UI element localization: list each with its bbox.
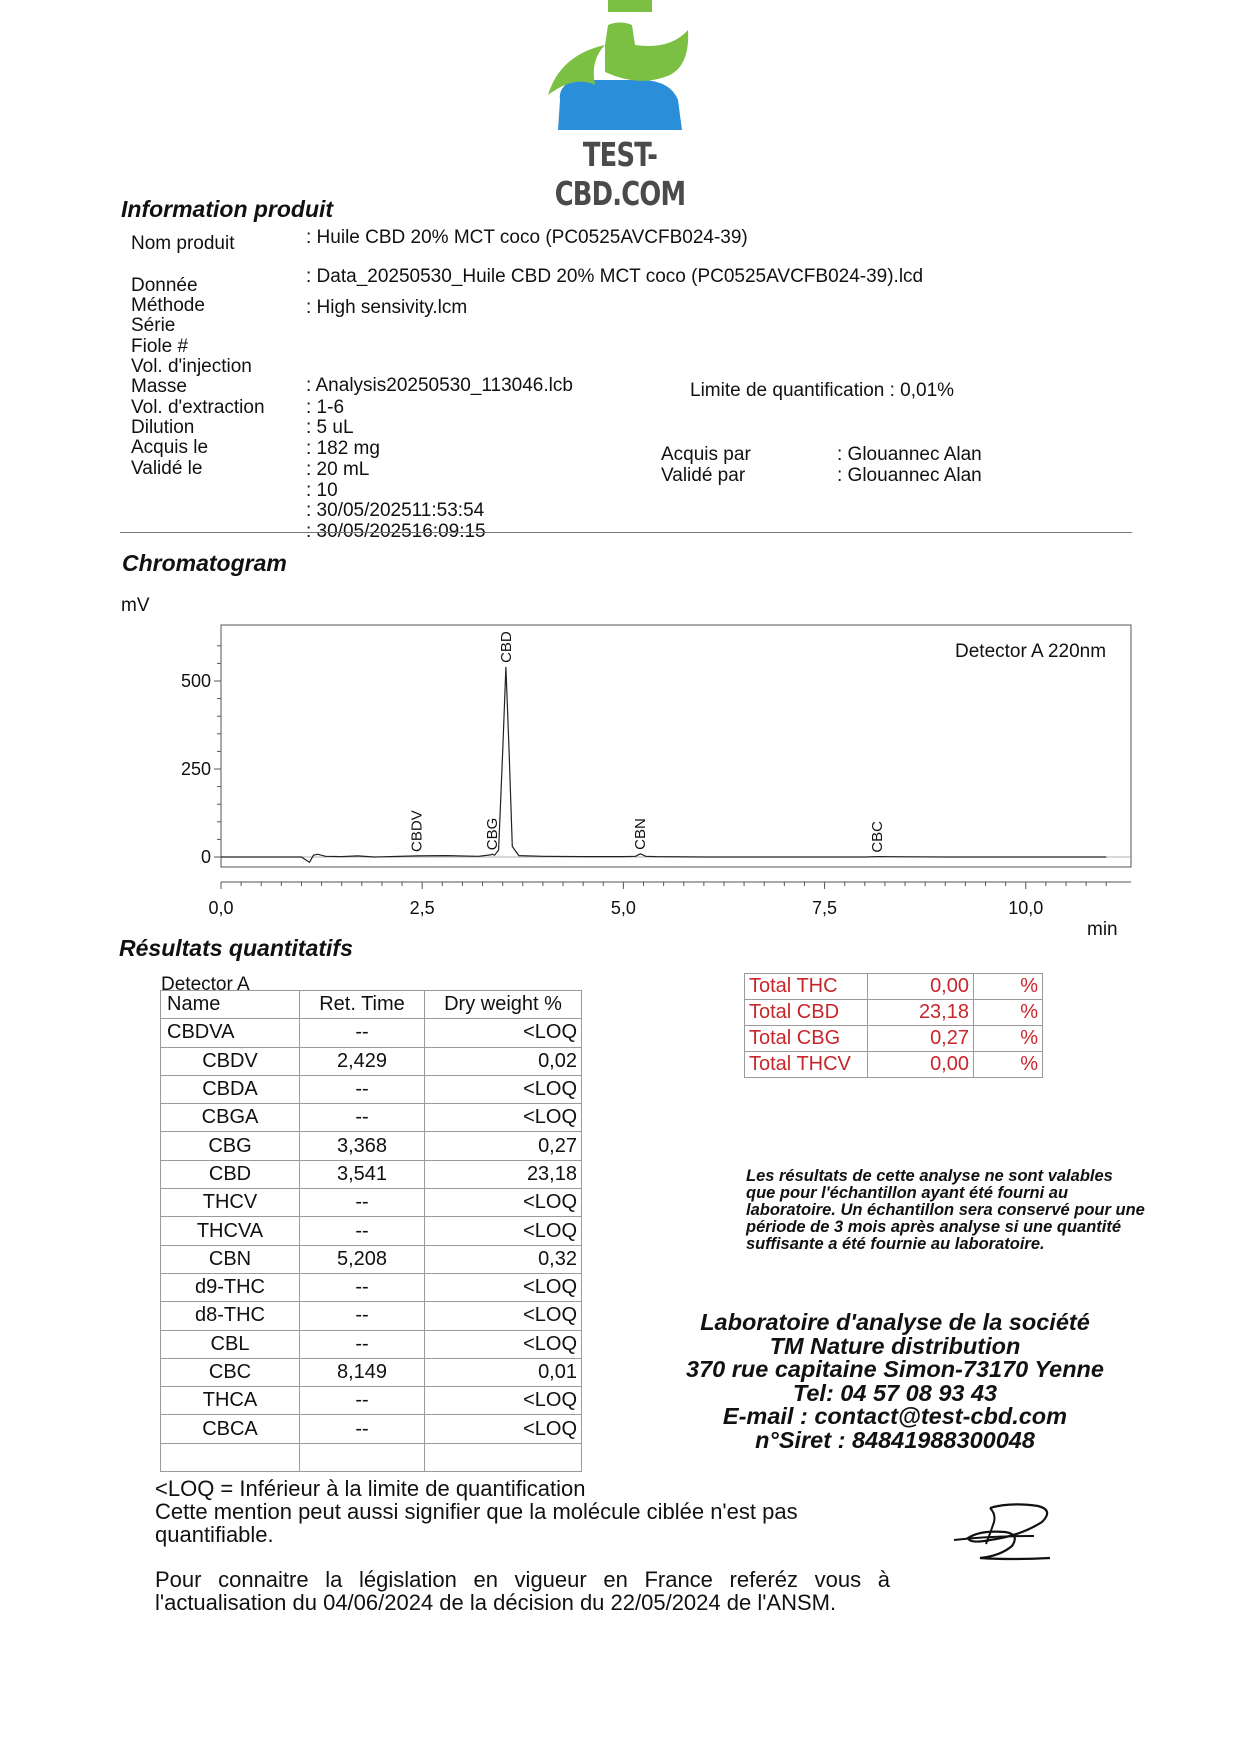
empty-cell	[161, 1443, 300, 1471]
peak-label-cbn: CBN	[632, 818, 650, 850]
header-dry-weight: Dry weight %	[425, 991, 582, 1019]
dry-weight: <LOQ	[425, 1330, 582, 1358]
total-unit: %	[974, 1000, 1043, 1026]
compound-name: CBL	[161, 1330, 300, 1358]
dry-weight: <LOQ	[425, 1302, 582, 1330]
retention-time: --	[300, 1075, 425, 1103]
chromatogram-trace	[221, 667, 1106, 862]
retention-time: 5,208	[300, 1245, 425, 1273]
total-label: Total THC	[745, 974, 868, 1000]
x-tick-label: 0,0	[208, 898, 234, 918]
value-valide-le: : 30/05/202516:09:15	[306, 521, 486, 542]
label-serie: Série	[131, 315, 176, 336]
value-dilution: : 10	[306, 480, 338, 501]
info-divider	[120, 532, 1132, 533]
totals-row	[745, 1052, 1043, 1078]
table-row	[161, 1273, 582, 1301]
total-label: Total THCV	[745, 1052, 868, 1078]
total-label: Total CBG	[745, 1026, 868, 1052]
table-row	[161, 1387, 582, 1415]
retention-time: --	[300, 1217, 425, 1245]
lab-line-5: E-mail : contact@test-cbd.com	[722, 1403, 1068, 1429]
table-row	[161, 1132, 582, 1160]
results-table	[160, 990, 582, 1472]
x-tick-label: 7,5	[812, 898, 838, 918]
label-valide-le: Validé le	[131, 458, 203, 479]
label-methode: Méthode	[131, 295, 205, 316]
compound-name: CBN	[161, 1245, 300, 1273]
acquired-by-value: : Glouannec Alan	[837, 444, 982, 465]
empty-cell	[425, 1443, 582, 1471]
peak-label-cbg: CBG	[484, 817, 502, 851]
results-detector: Detector A	[161, 974, 250, 995]
dry-weight: <LOQ	[425, 1217, 582, 1245]
retention-time: 3,368	[300, 1132, 425, 1160]
retention-time: 2,429	[300, 1047, 425, 1075]
value-vol-extraction: : 20 mL	[306, 459, 370, 480]
retention-time: --	[300, 1104, 425, 1132]
peak-label-cbd: CBD	[497, 631, 515, 663]
retention-time: --	[300, 1302, 425, 1330]
label-masse: Masse	[131, 376, 187, 397]
table-row	[161, 1047, 582, 1075]
total-unit: %	[974, 974, 1043, 1000]
total-value: 23,18	[868, 1000, 974, 1026]
total-label: Total CBD	[745, 1000, 868, 1026]
compound-name: CBD	[161, 1160, 300, 1188]
y-tick-label: 0	[200, 847, 211, 867]
totals-row	[745, 1000, 1043, 1026]
compound-name: CBC	[161, 1358, 300, 1386]
loq-definition: <LOQ = Inférieur à la limite de quantification	[155, 1476, 586, 1501]
retention-time: --	[300, 1387, 425, 1415]
dry-weight: <LOQ	[425, 1104, 582, 1132]
logo-text: TEST-CBD.COM	[554, 135, 686, 213]
label-acquis-le: Acquis le	[131, 437, 209, 458]
compound-name: CBGA	[161, 1104, 300, 1132]
validated-by-value: : Glouannec Alan	[837, 465, 982, 486]
lab-line-1: Laboratoire d'analyse de la société	[700, 1309, 1090, 1335]
retention-time: --	[300, 1273, 425, 1301]
total-value: 0,00	[868, 1052, 974, 1078]
table-row	[161, 1302, 582, 1330]
retention-time: --	[300, 1019, 425, 1047]
total-value: 0,00	[868, 974, 974, 1000]
dry-weight: 0,02	[425, 1047, 582, 1075]
loq-limit: Limite de quantification : 0,01%	[690, 380, 955, 401]
compound-name: d8-THC	[161, 1302, 300, 1330]
dry-weight: 0,27	[425, 1132, 582, 1160]
retention-time: --	[300, 1330, 425, 1358]
value-donnee: : Data_20250530_Huile CBD 20% MCT coco (PC0525AVCFB024-39).lcd	[306, 266, 924, 287]
compound-name: CBCA	[161, 1415, 300, 1443]
totals-row	[745, 974, 1043, 1000]
compound-name: d9-THC	[161, 1273, 300, 1301]
compound-name: CBDV	[161, 1047, 300, 1075]
value-nom-produit: : Huile CBD 20% MCT coco (PC0525AVCFB024-39)	[306, 227, 748, 248]
chromatogram-chart	[110, 590, 1140, 920]
value-masse: : 182 mg	[306, 438, 380, 459]
header-ret-time: Ret. Time	[300, 991, 425, 1019]
disclaimer-text: Les résultats de cette analyse ne sont valables que pour l'échantillon ayant été fourni au laboratoire. Un échantillon sera conservé pour une période de 3 mois après analyse si une quantité suffisante a été fournie au laboratoire.	[746, 1167, 1145, 1253]
table-row	[161, 1075, 582, 1103]
value-serie: : Analysis20250530_113046.lcb	[306, 375, 573, 396]
dry-weight: <LOQ	[425, 1019, 582, 1047]
retention-time: 3,541	[300, 1160, 425, 1188]
dry-weight: <LOQ	[425, 1075, 582, 1103]
label-fiole: Fiole #	[131, 336, 189, 357]
empty-cell	[300, 1443, 425, 1471]
table-row	[161, 1358, 582, 1386]
totals-row	[745, 1026, 1043, 1052]
total-value: 0,27	[868, 1026, 974, 1052]
table-row	[161, 1330, 582, 1358]
retention-time: --	[300, 1415, 425, 1443]
plot-frame	[221, 625, 1131, 867]
table-row	[161, 1189, 582, 1217]
lab-line-4: Tel: 04 57 08 93 43	[792, 1379, 998, 1406]
table-row	[161, 1217, 582, 1245]
lab-line-3: 370 rue capitaine Simon-73170 Yenne	[686, 1356, 1104, 1382]
dry-weight: 0,32	[425, 1245, 582, 1273]
lab-line-2: TM Nature distribution	[769, 1332, 1021, 1359]
total-unit: %	[974, 1026, 1043, 1052]
results-title: Résultats quantitatifs	[119, 935, 353, 961]
value-methode: : High sensivity.lcm	[306, 297, 468, 318]
x-tick-label: 5,0	[610, 898, 636, 918]
detector-label: Detector A 220nm	[955, 641, 1107, 662]
footer-notes	[155, 1477, 890, 1614]
label-vol-injection: Vol. d'injection	[131, 356, 252, 377]
lab-info	[660, 1311, 1130, 1452]
value-vol-injection: : 5 uL	[306, 417, 354, 438]
y-tick-label: 500	[180, 671, 211, 691]
y-tick-label: 250	[180, 759, 211, 779]
label-donnee: Donnée	[131, 275, 198, 296]
signature	[950, 1500, 1055, 1570]
value-acquis-le: : 30/05/202511:53:54	[306, 500, 485, 521]
label-vol-extraction: Vol. d'extraction	[131, 397, 265, 418]
total-unit: %	[974, 1052, 1043, 1078]
table-row	[161, 1415, 582, 1443]
compound-name: CBDA	[161, 1075, 300, 1103]
loq-note: Cette mention peut aussi signifier que la molécule ciblée n'est pas quantifiable.	[155, 1499, 798, 1547]
results-header-row	[161, 991, 582, 1019]
totals-table	[744, 973, 1043, 1078]
peak-label-cbc: CBC	[868, 820, 886, 853]
chromatogram-title: Chromatogram	[122, 550, 287, 576]
value-fiole: : 1-6	[306, 397, 345, 418]
compound-name: THCVA	[161, 1217, 300, 1245]
table-row	[161, 1104, 582, 1132]
table-row-empty	[161, 1443, 582, 1471]
retention-time: 8,149	[300, 1358, 425, 1386]
label-nom-produit: Nom produit	[131, 233, 235, 254]
x-tick-label: 10,0	[1008, 898, 1044, 918]
dry-weight: <LOQ	[425, 1273, 582, 1301]
table-row	[161, 1019, 582, 1047]
dry-weight: <LOQ	[425, 1189, 582, 1217]
dry-weight: 23,18	[425, 1160, 582, 1188]
peak-label-cbdv: CBDV	[408, 810, 426, 852]
table-row	[161, 1245, 582, 1273]
table-row	[161, 1160, 582, 1188]
dry-weight: <LOQ	[425, 1415, 582, 1443]
lab-line-6: n°Siret : 84841988300048	[755, 1426, 1035, 1453]
retention-time: --	[300, 1189, 425, 1217]
acquired-by-label: Acquis par	[661, 444, 751, 465]
compound-name: CBG	[161, 1132, 300, 1160]
dry-weight: <LOQ	[425, 1387, 582, 1415]
compound-name: THCV	[161, 1189, 300, 1217]
compound-name: CBDVA	[161, 1019, 300, 1047]
info-section-title: Information produit	[121, 196, 334, 222]
header-name: Name	[161, 991, 300, 1019]
validated-by-label: Validé par	[661, 465, 746, 486]
legislation-note: Pour connaitre la législation en vigueur en France referéz vous à l'actualisation du 04/06/2024 de la décision du 22/05/2024 de l'ANSM.	[155, 1567, 890, 1615]
compound-name: THCA	[161, 1387, 300, 1415]
y-axis-unit: mV	[121, 595, 150, 616]
x-axis-unit: min	[1087, 919, 1118, 940]
label-dilution: Dilution	[131, 417, 195, 438]
dry-weight: 0,01	[425, 1358, 582, 1386]
x-tick-label: 2,5	[409, 898, 435, 918]
